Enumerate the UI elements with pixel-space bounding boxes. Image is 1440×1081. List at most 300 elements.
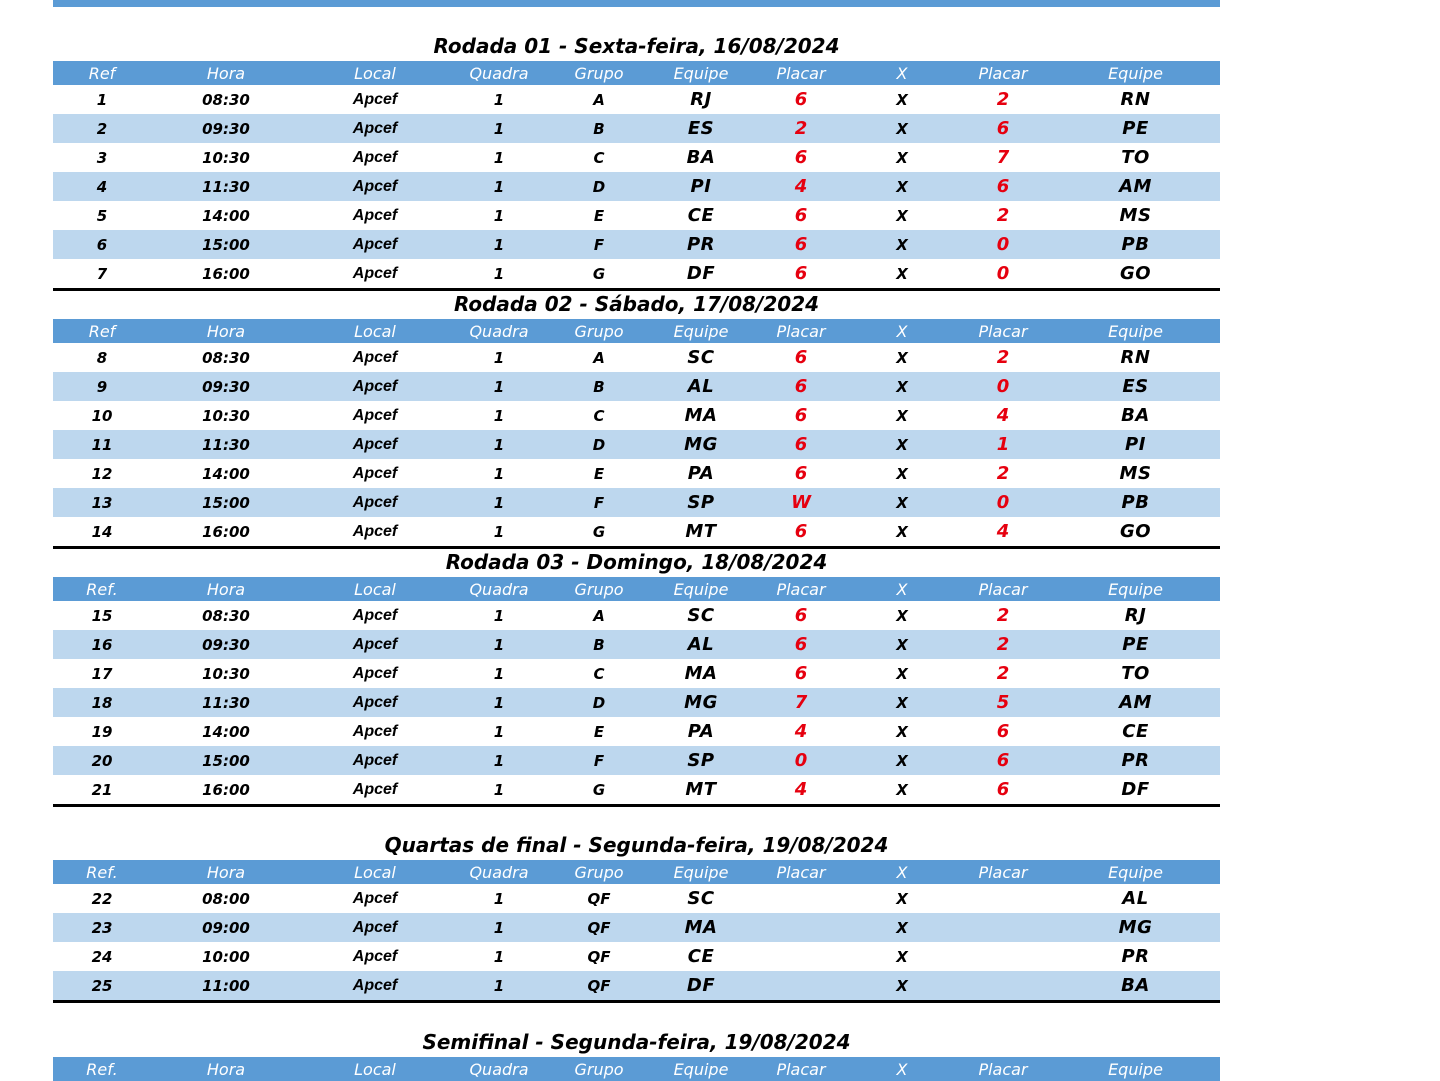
table-row xyxy=(53,913,1220,942)
table-row xyxy=(53,659,1220,688)
time-cell: 09:30 xyxy=(151,114,301,143)
group-cell: G xyxy=(592,522,606,541)
home-team-cell: SC xyxy=(687,888,715,909)
column-header: Hora xyxy=(151,61,301,85)
time-cell: 10:30 xyxy=(202,406,250,425)
home-team-cell: CE xyxy=(687,946,715,967)
away-team-cell: AM xyxy=(1051,688,1220,717)
group-cell: QF xyxy=(549,913,649,942)
location-cell: Apcef xyxy=(352,464,398,482)
court-cell: 1 xyxy=(493,206,505,225)
versus-cell: X xyxy=(896,90,908,109)
group-cell: QF xyxy=(549,971,649,1002)
time-cell: 14:00 xyxy=(202,206,250,225)
home-score-cell: W xyxy=(753,488,849,517)
versus-cell: X xyxy=(896,406,908,425)
away-score-cell: 2 xyxy=(996,89,1010,110)
location-cell: Apcef xyxy=(352,947,398,965)
away-score-cell: 2 xyxy=(996,463,1010,484)
away-team-cell: PB xyxy=(1051,488,1220,517)
table-header-row xyxy=(53,319,1220,343)
ref-cell: 23 xyxy=(53,913,151,942)
ref-cell: 18 xyxy=(53,688,151,717)
away-score-cell: 5 xyxy=(955,688,1051,717)
away-team-cell: RN xyxy=(1120,347,1151,368)
versus-cell: X xyxy=(849,913,955,942)
section-4 xyxy=(53,830,1220,1003)
table-header-row xyxy=(53,61,1220,85)
column-header: Hora xyxy=(151,319,301,343)
away-team-cell: MS xyxy=(1119,463,1152,484)
table-row xyxy=(53,114,1220,143)
ref-cell: 24 xyxy=(91,947,113,966)
column-header: Equipe xyxy=(1051,860,1220,884)
court-cell: 1 xyxy=(449,630,549,659)
away-team-cell: MS xyxy=(1119,205,1152,226)
table-row xyxy=(53,775,1220,806)
group-cell: B xyxy=(549,630,649,659)
group-cell: E xyxy=(593,722,605,741)
versus-cell: X xyxy=(849,114,955,143)
away-team-cell: CE xyxy=(1122,721,1149,742)
away-score-cell: 0 xyxy=(955,372,1051,401)
table-row xyxy=(53,259,1220,290)
table-header-row xyxy=(53,1057,1220,1081)
home-score-cell: 0 xyxy=(753,746,849,775)
schedule-table xyxy=(53,319,1220,549)
schedule-table xyxy=(53,61,1220,291)
versus-cell: X xyxy=(849,971,955,1002)
versus-cell: X xyxy=(849,372,955,401)
ref-cell: 4 xyxy=(53,172,151,201)
court-cell: 1 xyxy=(449,746,549,775)
section-title: Rodada 02 - Sábado, 17/08/2024 xyxy=(453,292,820,316)
section-2 xyxy=(53,289,1220,549)
group-cell: D xyxy=(549,430,649,459)
away-score-cell: 7 xyxy=(996,147,1010,168)
home-score-cell: 6 xyxy=(753,630,849,659)
location-cell: Apcef xyxy=(352,206,398,224)
location-cell: Apcef xyxy=(352,664,398,682)
away-score-cell: 2 xyxy=(996,663,1010,684)
home-team-cell: MA xyxy=(684,663,718,684)
group-cell: B xyxy=(549,372,649,401)
location-cell: Apcef xyxy=(352,148,398,166)
time-cell: 15:00 xyxy=(151,746,301,775)
away-score-cell: 0 xyxy=(955,230,1051,259)
table-row xyxy=(53,601,1220,630)
home-score-cell: 4 xyxy=(794,721,808,742)
court-cell: 1 xyxy=(493,780,505,799)
column-header: Grupo xyxy=(549,860,649,884)
court-cell: 1 xyxy=(493,464,505,483)
away-score-cell: 2 xyxy=(996,605,1010,626)
location-cell: Apcef xyxy=(352,348,398,366)
column-header: Equipe xyxy=(649,577,753,601)
column-header: Ref xyxy=(53,319,151,343)
home-score-cell: 6 xyxy=(794,605,808,626)
time-cell: 15:00 xyxy=(151,488,301,517)
column-header: Placar xyxy=(753,61,849,85)
time-cell: 14:00 xyxy=(202,464,250,483)
column-header: Equipe xyxy=(1051,577,1220,601)
schedule-table xyxy=(53,1057,1220,1081)
location-cell: Apcef xyxy=(301,913,449,942)
ref-cell: 21 xyxy=(91,780,113,799)
home-team-cell: SP xyxy=(649,746,753,775)
away-score-cell: 4 xyxy=(996,405,1010,426)
time-cell: 11:30 xyxy=(151,430,301,459)
versus-cell: X xyxy=(896,889,908,908)
group-cell: C xyxy=(593,406,605,425)
time-cell: 16:00 xyxy=(202,522,250,541)
home-score-cell: 6 xyxy=(794,463,808,484)
away-team-cell: PR xyxy=(1051,746,1220,775)
home-team-cell: MA xyxy=(684,405,718,426)
versus-cell: X xyxy=(896,464,908,483)
home-score-cell: 6 xyxy=(753,230,849,259)
table-row xyxy=(53,372,1220,401)
away-team-cell: GO xyxy=(1119,263,1152,284)
column-header: Hora xyxy=(151,860,301,884)
ref-cell: 7 xyxy=(96,264,108,283)
column-header: Equipe xyxy=(1051,319,1220,343)
away-score-cell xyxy=(955,942,1051,971)
group-cell: QF xyxy=(587,889,611,908)
home-team-cell: SP xyxy=(649,488,753,517)
home-score-cell: 7 xyxy=(753,688,849,717)
away-score-cell xyxy=(955,884,1051,913)
column-header: Placar xyxy=(955,860,1051,884)
versus-cell: X xyxy=(896,348,908,367)
away-score-cell xyxy=(955,971,1051,1002)
time-cell: 10:00 xyxy=(202,947,250,966)
group-cell: B xyxy=(549,114,649,143)
home-team-cell: MG xyxy=(649,688,753,717)
home-score-cell: 6 xyxy=(794,521,808,542)
ref-cell: 9 xyxy=(53,372,151,401)
home-score-cell: 6 xyxy=(794,405,808,426)
home-score-cell: 6 xyxy=(753,372,849,401)
group-cell: G xyxy=(592,780,606,799)
away-team-cell: PR xyxy=(1121,946,1150,967)
column-header: X xyxy=(849,577,955,601)
time-cell: 10:30 xyxy=(202,664,250,683)
group-cell: E xyxy=(593,206,605,225)
away-team-cell: RN xyxy=(1120,89,1151,110)
court-cell: 1 xyxy=(449,114,549,143)
home-team-cell: SC xyxy=(687,347,715,368)
section-title: Rodada 03 - Domingo, 18/08/2024 xyxy=(445,550,828,574)
location-cell: Apcef xyxy=(352,264,398,282)
location-cell: Apcef xyxy=(301,372,449,401)
away-team-cell: BA xyxy=(1051,971,1220,1002)
home-team-cell: BA xyxy=(686,147,716,168)
court-cell: 1 xyxy=(449,372,549,401)
away-team-cell: PI xyxy=(1051,430,1220,459)
location-cell: Apcef xyxy=(301,630,449,659)
column-header: Placar xyxy=(753,319,849,343)
table-row xyxy=(53,343,1220,372)
table-row xyxy=(53,517,1220,548)
column-header: Ref. xyxy=(53,577,151,601)
column-header: Quadra xyxy=(449,860,549,884)
group-cell: D xyxy=(549,172,649,201)
home-score-cell: 2 xyxy=(753,114,849,143)
table-header-row xyxy=(53,860,1220,884)
column-header: Local xyxy=(301,61,449,85)
home-score-cell: 6 xyxy=(794,347,808,368)
away-team-cell: RJ xyxy=(1124,605,1147,626)
home-score-cell: 6 xyxy=(794,205,808,226)
ref-cell: 1 xyxy=(96,90,108,109)
court-cell: 1 xyxy=(449,488,549,517)
court-cell: 1 xyxy=(449,688,549,717)
location-cell: Apcef xyxy=(301,488,449,517)
section-title: Semifinal - Segunda-feira, 19/08/2024 xyxy=(422,1030,851,1054)
ref-cell: 13 xyxy=(53,488,151,517)
location-cell: Apcef xyxy=(352,406,398,424)
section-1 xyxy=(53,31,1220,291)
column-header: Equipe xyxy=(649,860,753,884)
home-team-cell: DF xyxy=(649,971,753,1002)
ref-cell: 6 xyxy=(53,230,151,259)
column-header: Ref xyxy=(53,61,151,85)
home-team-cell: MT xyxy=(685,779,717,800)
column-header: X xyxy=(849,860,955,884)
home-team-cell: MA xyxy=(649,913,753,942)
time-cell: 11:30 xyxy=(151,688,301,717)
versus-cell: X xyxy=(896,264,908,283)
court-cell: 1 xyxy=(493,522,505,541)
versus-cell: X xyxy=(896,664,908,683)
group-cell: F xyxy=(549,746,649,775)
table-row xyxy=(53,172,1220,201)
away-score-cell: 6 xyxy=(996,779,1010,800)
away-score-cell: 0 xyxy=(996,263,1010,284)
away-team-cell: MG xyxy=(1051,913,1220,942)
away-team-cell: TO xyxy=(1121,147,1150,168)
time-cell: 09:30 xyxy=(151,372,301,401)
table-row xyxy=(53,688,1220,717)
away-score-cell: 6 xyxy=(955,114,1051,143)
home-score-cell: 4 xyxy=(794,779,808,800)
column-header: Hora xyxy=(151,1057,301,1081)
column-header: Grupo xyxy=(549,319,649,343)
group-cell: G xyxy=(592,264,606,283)
away-score-cell: 2 xyxy=(955,630,1051,659)
section-title: Quartas de final - Segunda-feira, 19/08/2024 xyxy=(384,833,889,857)
home-score-cell xyxy=(753,942,849,971)
time-cell: 11:30 xyxy=(151,172,301,201)
group-cell: D xyxy=(549,688,649,717)
table-row xyxy=(53,971,1220,1002)
home-team-cell: DF xyxy=(686,263,716,284)
group-cell: QF xyxy=(587,947,611,966)
time-cell: 16:00 xyxy=(202,780,250,799)
away-team-cell: GO xyxy=(1119,521,1152,542)
home-team-cell: MG xyxy=(649,430,753,459)
location-cell: Apcef xyxy=(352,522,398,540)
ref-cell: 8 xyxy=(96,348,108,367)
column-header: Local xyxy=(301,1057,449,1081)
column-header: Placar xyxy=(955,61,1051,85)
column-header: Equipe xyxy=(649,1057,753,1081)
location-cell: Apcef xyxy=(301,114,449,143)
column-header: Hora xyxy=(151,577,301,601)
table-row xyxy=(53,459,1220,488)
time-cell: 09:30 xyxy=(151,630,301,659)
away-score-cell: 2 xyxy=(996,205,1010,226)
section-3 xyxy=(53,547,1220,807)
column-header: Local xyxy=(301,577,449,601)
versus-cell: X xyxy=(896,606,908,625)
schedule-table xyxy=(53,860,1220,1003)
versus-cell: X xyxy=(896,722,908,741)
group-cell: A xyxy=(593,348,605,367)
column-header: Placar xyxy=(955,577,1051,601)
versus-cell: X xyxy=(896,780,908,799)
table-row xyxy=(53,401,1220,430)
court-cell: 1 xyxy=(493,148,505,167)
location-cell: Apcef xyxy=(352,606,398,624)
column-header: Grupo xyxy=(549,577,649,601)
home-team-cell: SC xyxy=(687,605,715,626)
location-cell: Apcef xyxy=(352,780,398,798)
versus-cell: X xyxy=(896,148,908,167)
location-cell: Apcef xyxy=(352,90,398,108)
away-score-cell: 6 xyxy=(955,746,1051,775)
location-cell: Apcef xyxy=(301,746,449,775)
away-team-cell: PE xyxy=(1051,630,1220,659)
column-header: Ref. xyxy=(53,1057,151,1081)
versus-cell: X xyxy=(849,746,955,775)
away-team-cell: DF xyxy=(1121,779,1150,800)
ref-cell: 15 xyxy=(91,606,113,625)
court-cell: 1 xyxy=(493,889,505,908)
table-row xyxy=(53,884,1220,913)
away-score-cell: 0 xyxy=(955,488,1051,517)
court-cell: 1 xyxy=(493,664,505,683)
table-header-row xyxy=(53,577,1220,601)
versus-cell: X xyxy=(896,947,908,966)
column-header: Equipe xyxy=(1051,1057,1220,1081)
column-header: Quadra xyxy=(449,61,549,85)
column-header: Quadra xyxy=(449,319,549,343)
versus-cell: X xyxy=(849,688,955,717)
location-cell: Apcef xyxy=(301,971,449,1002)
away-team-cell: ES xyxy=(1051,372,1220,401)
column-header: Grupo xyxy=(549,61,649,85)
ref-cell: 10 xyxy=(91,406,113,425)
column-header: Equipe xyxy=(649,319,753,343)
group-cell: E xyxy=(593,464,605,483)
versus-cell: X xyxy=(849,430,955,459)
group-cell: A xyxy=(593,606,605,625)
home-score-cell: 6 xyxy=(794,147,808,168)
table-row xyxy=(53,746,1220,775)
versus-cell: X xyxy=(849,230,955,259)
ref-cell: 12 xyxy=(91,464,113,483)
away-team-cell: BA xyxy=(1121,405,1150,426)
table-row xyxy=(53,717,1220,746)
court-cell: 1 xyxy=(493,722,505,741)
away-score-cell: 1 xyxy=(955,430,1051,459)
home-team-cell: PR xyxy=(649,230,753,259)
court-cell: 1 xyxy=(449,172,549,201)
column-header: Placar xyxy=(753,1057,849,1081)
location-cell: Apcef xyxy=(301,688,449,717)
column-header: Equipe xyxy=(649,61,753,85)
away-score-cell: 2 xyxy=(996,347,1010,368)
column-header: Placar xyxy=(955,1057,1051,1081)
schedule-table xyxy=(53,577,1220,807)
time-cell: 14:00 xyxy=(202,722,250,741)
table-row xyxy=(53,85,1220,114)
away-score-cell: 4 xyxy=(996,521,1010,542)
away-team-cell: PE xyxy=(1051,114,1220,143)
time-cell: 08:30 xyxy=(202,348,250,367)
court-cell: 1 xyxy=(493,606,505,625)
time-cell: 08:30 xyxy=(202,606,250,625)
home-score-cell: 4 xyxy=(753,172,849,201)
top-accent-bar xyxy=(53,0,1220,7)
home-team-cell: AL xyxy=(649,630,753,659)
table-row xyxy=(53,230,1220,259)
court-cell: 1 xyxy=(493,947,505,966)
ref-cell: 25 xyxy=(53,971,151,1002)
table-row xyxy=(53,201,1220,230)
home-team-cell: PI xyxy=(649,172,753,201)
column-header: Placar xyxy=(955,319,1051,343)
column-header: Placar xyxy=(753,577,849,601)
ref-cell: 11 xyxy=(53,430,151,459)
home-score-cell: 6 xyxy=(794,263,808,284)
time-cell: 09:00 xyxy=(151,913,301,942)
versus-cell: X xyxy=(849,172,955,201)
time-cell: 10:30 xyxy=(202,148,250,167)
court-cell: 1 xyxy=(449,230,549,259)
away-team-cell: PB xyxy=(1051,230,1220,259)
home-team-cell: PA xyxy=(687,463,715,484)
ref-cell: 5 xyxy=(96,206,108,225)
versus-cell: X xyxy=(896,522,908,541)
column-header: Quadra xyxy=(449,577,549,601)
table-row xyxy=(53,942,1220,971)
column-header: Placar xyxy=(753,860,849,884)
away-score-cell xyxy=(955,913,1051,942)
group-cell: A xyxy=(593,90,605,109)
away-score-cell: 6 xyxy=(996,721,1010,742)
ref-cell: 22 xyxy=(91,889,113,908)
column-header: Local xyxy=(301,860,449,884)
away-team-cell: AM xyxy=(1051,172,1220,201)
column-header: Ref. xyxy=(53,860,151,884)
table-row xyxy=(53,630,1220,659)
column-header: Quadra xyxy=(449,1057,549,1081)
home-team-cell: ES xyxy=(649,114,753,143)
location-cell: Apcef xyxy=(352,889,398,907)
ref-cell: 19 xyxy=(91,722,113,741)
section-5 xyxy=(53,1027,1220,1081)
time-cell: 16:00 xyxy=(202,264,250,283)
table-row xyxy=(53,143,1220,172)
home-team-cell: CE xyxy=(687,205,715,226)
court-cell: 1 xyxy=(493,264,505,283)
group-cell: C xyxy=(593,148,605,167)
table-row xyxy=(53,430,1220,459)
home-team-cell: AL xyxy=(649,372,753,401)
